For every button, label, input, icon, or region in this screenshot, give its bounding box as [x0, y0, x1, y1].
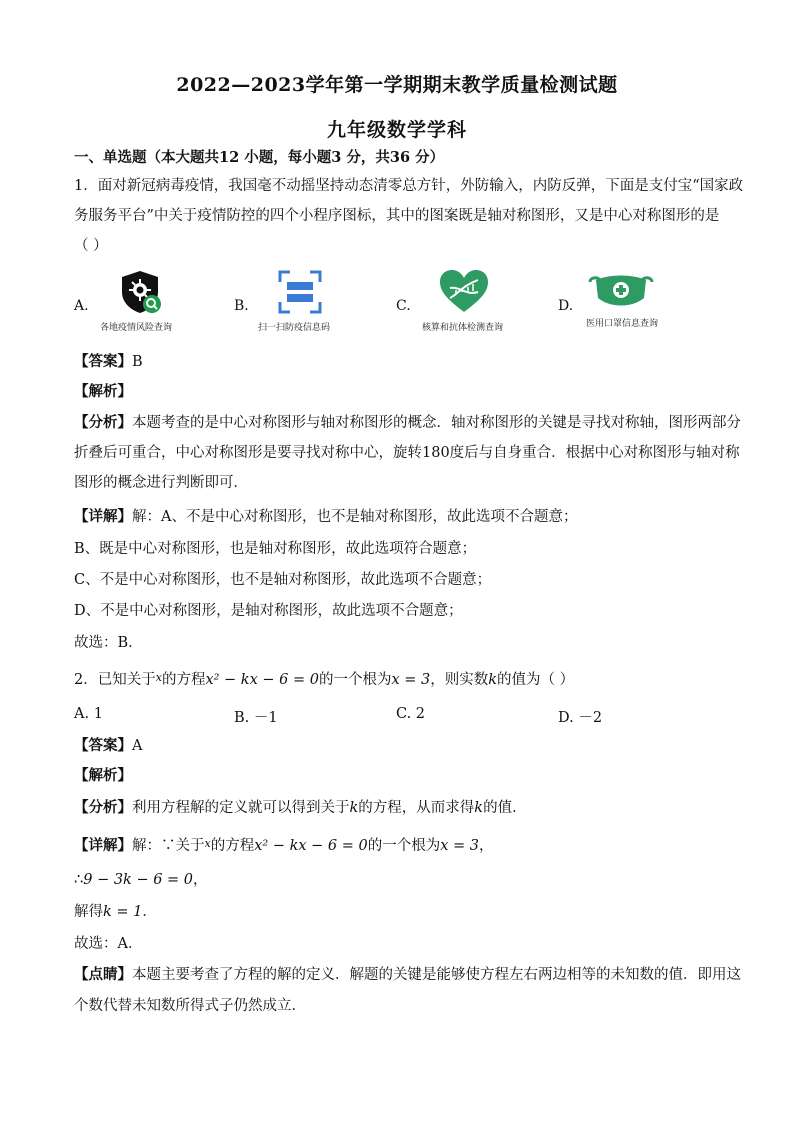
q2-fenxi: [74, 798, 527, 818]
page-subtitle: 九年级数学学科: [326, 119, 467, 141]
q2-step-1: [74, 870, 208, 890]
q1-detail-line-2: B、既是中心对称图形，也是轴对称图形，故此选项符合题意；: [74, 541, 477, 557]
q2-analysis-tag: 【解析】: [74, 767, 132, 784]
medical-mask-icon: [586, 272, 656, 312]
option-letter: C.: [396, 298, 411, 314]
q1-fenxi-line-1: [74, 413, 741, 433]
q2-choice-a[interactable]: A. 1: [74, 706, 103, 722]
punct: ，: [193, 872, 208, 888]
virus-shield-icon: [116, 268, 164, 316]
fenxi-text: 本题考查的是中心对称图形与轴对称图形的概念．轴对称图形的关键是寻找对称轴，图形两部分: [132, 415, 741, 431]
math-var-x: x: [204, 837, 211, 850]
math-step: k = 1: [103, 904, 143, 920]
option-caption: 核算和抗体检测查询: [422, 323, 504, 333]
fenxi-tag: 【分析】: [74, 414, 132, 431]
q2-conclusion: 故选：A．: [74, 936, 143, 952]
section-heading: 一、单选题（本大题共12 小题，每小题3 分，共36 分）: [74, 149, 445, 166]
fenxi-text: 的方程，从而求得: [358, 800, 475, 816]
detail-tag: 【详解】: [74, 508, 132, 525]
scan-code-icon: [276, 268, 324, 316]
q2-dianjing-line-2: 个数代替未知数所得式子仍然成立．: [74, 998, 306, 1014]
math-step: 9 − 3k − 6 = 0: [83, 872, 194, 888]
q2-step-2: [74, 902, 157, 922]
option-caption: 扫一扫防疫信息码: [258, 323, 331, 333]
detail-tag: 【详解】: [74, 837, 132, 854]
answer-tag: 【答案】: [74, 353, 132, 370]
q2-dianjing-line-1: [74, 965, 741, 985]
step-text: 解得: [74, 904, 103, 920]
q1-analysis-tag: 【解析】: [74, 383, 132, 400]
math-var-x: x: [155, 671, 162, 684]
punct: ．: [142, 904, 157, 920]
q1-option-c[interactable]: [396, 268, 556, 338]
dianjing-text: 本题主要考查了方程的解的定义．解题的关键是能够使方程左右两边相等的未知数的值．即用这: [132, 967, 741, 983]
q1-answer: [74, 352, 143, 372]
answer-value: B: [132, 354, 143, 370]
q1-fenxi-line-3: 图形的概念进行判断即可．: [74, 475, 248, 491]
math-root: x = 3: [391, 672, 431, 688]
q1-options: [74, 268, 734, 338]
detail-text: 的一个根为: [367, 838, 441, 854]
dianjing-tag: 【点睛】: [74, 966, 132, 983]
math-var-k: k: [474, 800, 484, 816]
q1-stem-line-3: （ ）: [74, 238, 108, 254]
detail-text: 关于: [175, 838, 205, 854]
math-equation: x² − kx − 6 = 0: [205, 672, 319, 688]
stem-text: 的值为（ ）: [497, 672, 575, 688]
answer-value: A: [132, 738, 143, 754]
q1-fenxi-line-2: 折叠后可重合，中心对称图形是要寻找对称中心，旋转180度后与自身重合．根据中心对称图形与轴对称: [74, 445, 740, 461]
option-caption: 医用口罩信息查询: [586, 319, 659, 329]
fenxi-text: 利用方程解的定义就可以得到关于: [132, 800, 350, 816]
q1-stem-line-2: 务服务平台”中关于疫情防控的四个小程序图标，其中的图案既是轴对称图形，又是中心对称图形的是: [74, 208, 720, 224]
page-title: 2022—2023学年第一学期期末教学质量检测试题: [176, 74, 618, 96]
q1-option-d[interactable]: [558, 268, 718, 338]
option-letter: B.: [234, 298, 249, 314]
option-letter: A.: [74, 298, 89, 314]
answer-tag: 【答案】: [74, 737, 132, 754]
stem-text: ，则实数: [430, 672, 489, 688]
math-var-k: k: [349, 800, 359, 816]
stem-text: 的方程: [161, 672, 206, 688]
detail-text: 解：A、不是中心对称图形，也不是轴对称图形，故此选项不合题意；: [132, 509, 578, 525]
q1-detail-line-4: D、不是中心对称图形，是轴对称图形，故此选项不合题意；: [74, 603, 463, 619]
q1-stem-line-1: 1．面对新冠病毒疫情，我国毫不动摇坚持动态清零总方针，外防输入，内防反弹，下面是支付宝“国家政: [74, 178, 744, 194]
q1-detail-line-3: C、不是中心对称图形，也不是轴对称图形，故此选项不合题意；: [74, 572, 492, 588]
q1-option-b[interactable]: [234, 268, 394, 338]
q2-answer: [74, 736, 142, 756]
q2-choice-c[interactable]: C. 2: [396, 706, 426, 722]
detail-text: 的方程: [210, 838, 255, 854]
q2-choice-d[interactable]: D. －2: [558, 710, 603, 726]
stem-text: 2．已知关于: [74, 672, 156, 688]
stem-text: 的一个根为: [318, 672, 392, 688]
math-root: x = 3: [440, 838, 480, 854]
q1-conclusion: 故选：B．: [74, 635, 143, 651]
q2-choice-b[interactable]: B. －1: [234, 710, 278, 726]
math-var-k: k: [488, 672, 498, 688]
q1-option-a[interactable]: [74, 268, 234, 338]
q1-detail-line-1: [74, 507, 577, 527]
option-letter: D.: [558, 298, 574, 314]
therefore-symbol: ∴: [74, 872, 84, 888]
because-symbol: ∵: [161, 838, 176, 854]
fenxi-tag: 【分析】: [74, 799, 132, 816]
q2-stem: [74, 668, 574, 690]
math-equation: x² − kx − 6 = 0: [254, 838, 368, 854]
dna-heart-icon: [438, 268, 490, 316]
fenxi-text: 的值．: [483, 800, 527, 816]
q2-detail: [74, 834, 494, 856]
option-caption: 各地疫情风险查询: [100, 323, 173, 333]
detail-text: ，: [479, 838, 494, 854]
detail-text: 解：: [132, 838, 161, 854]
